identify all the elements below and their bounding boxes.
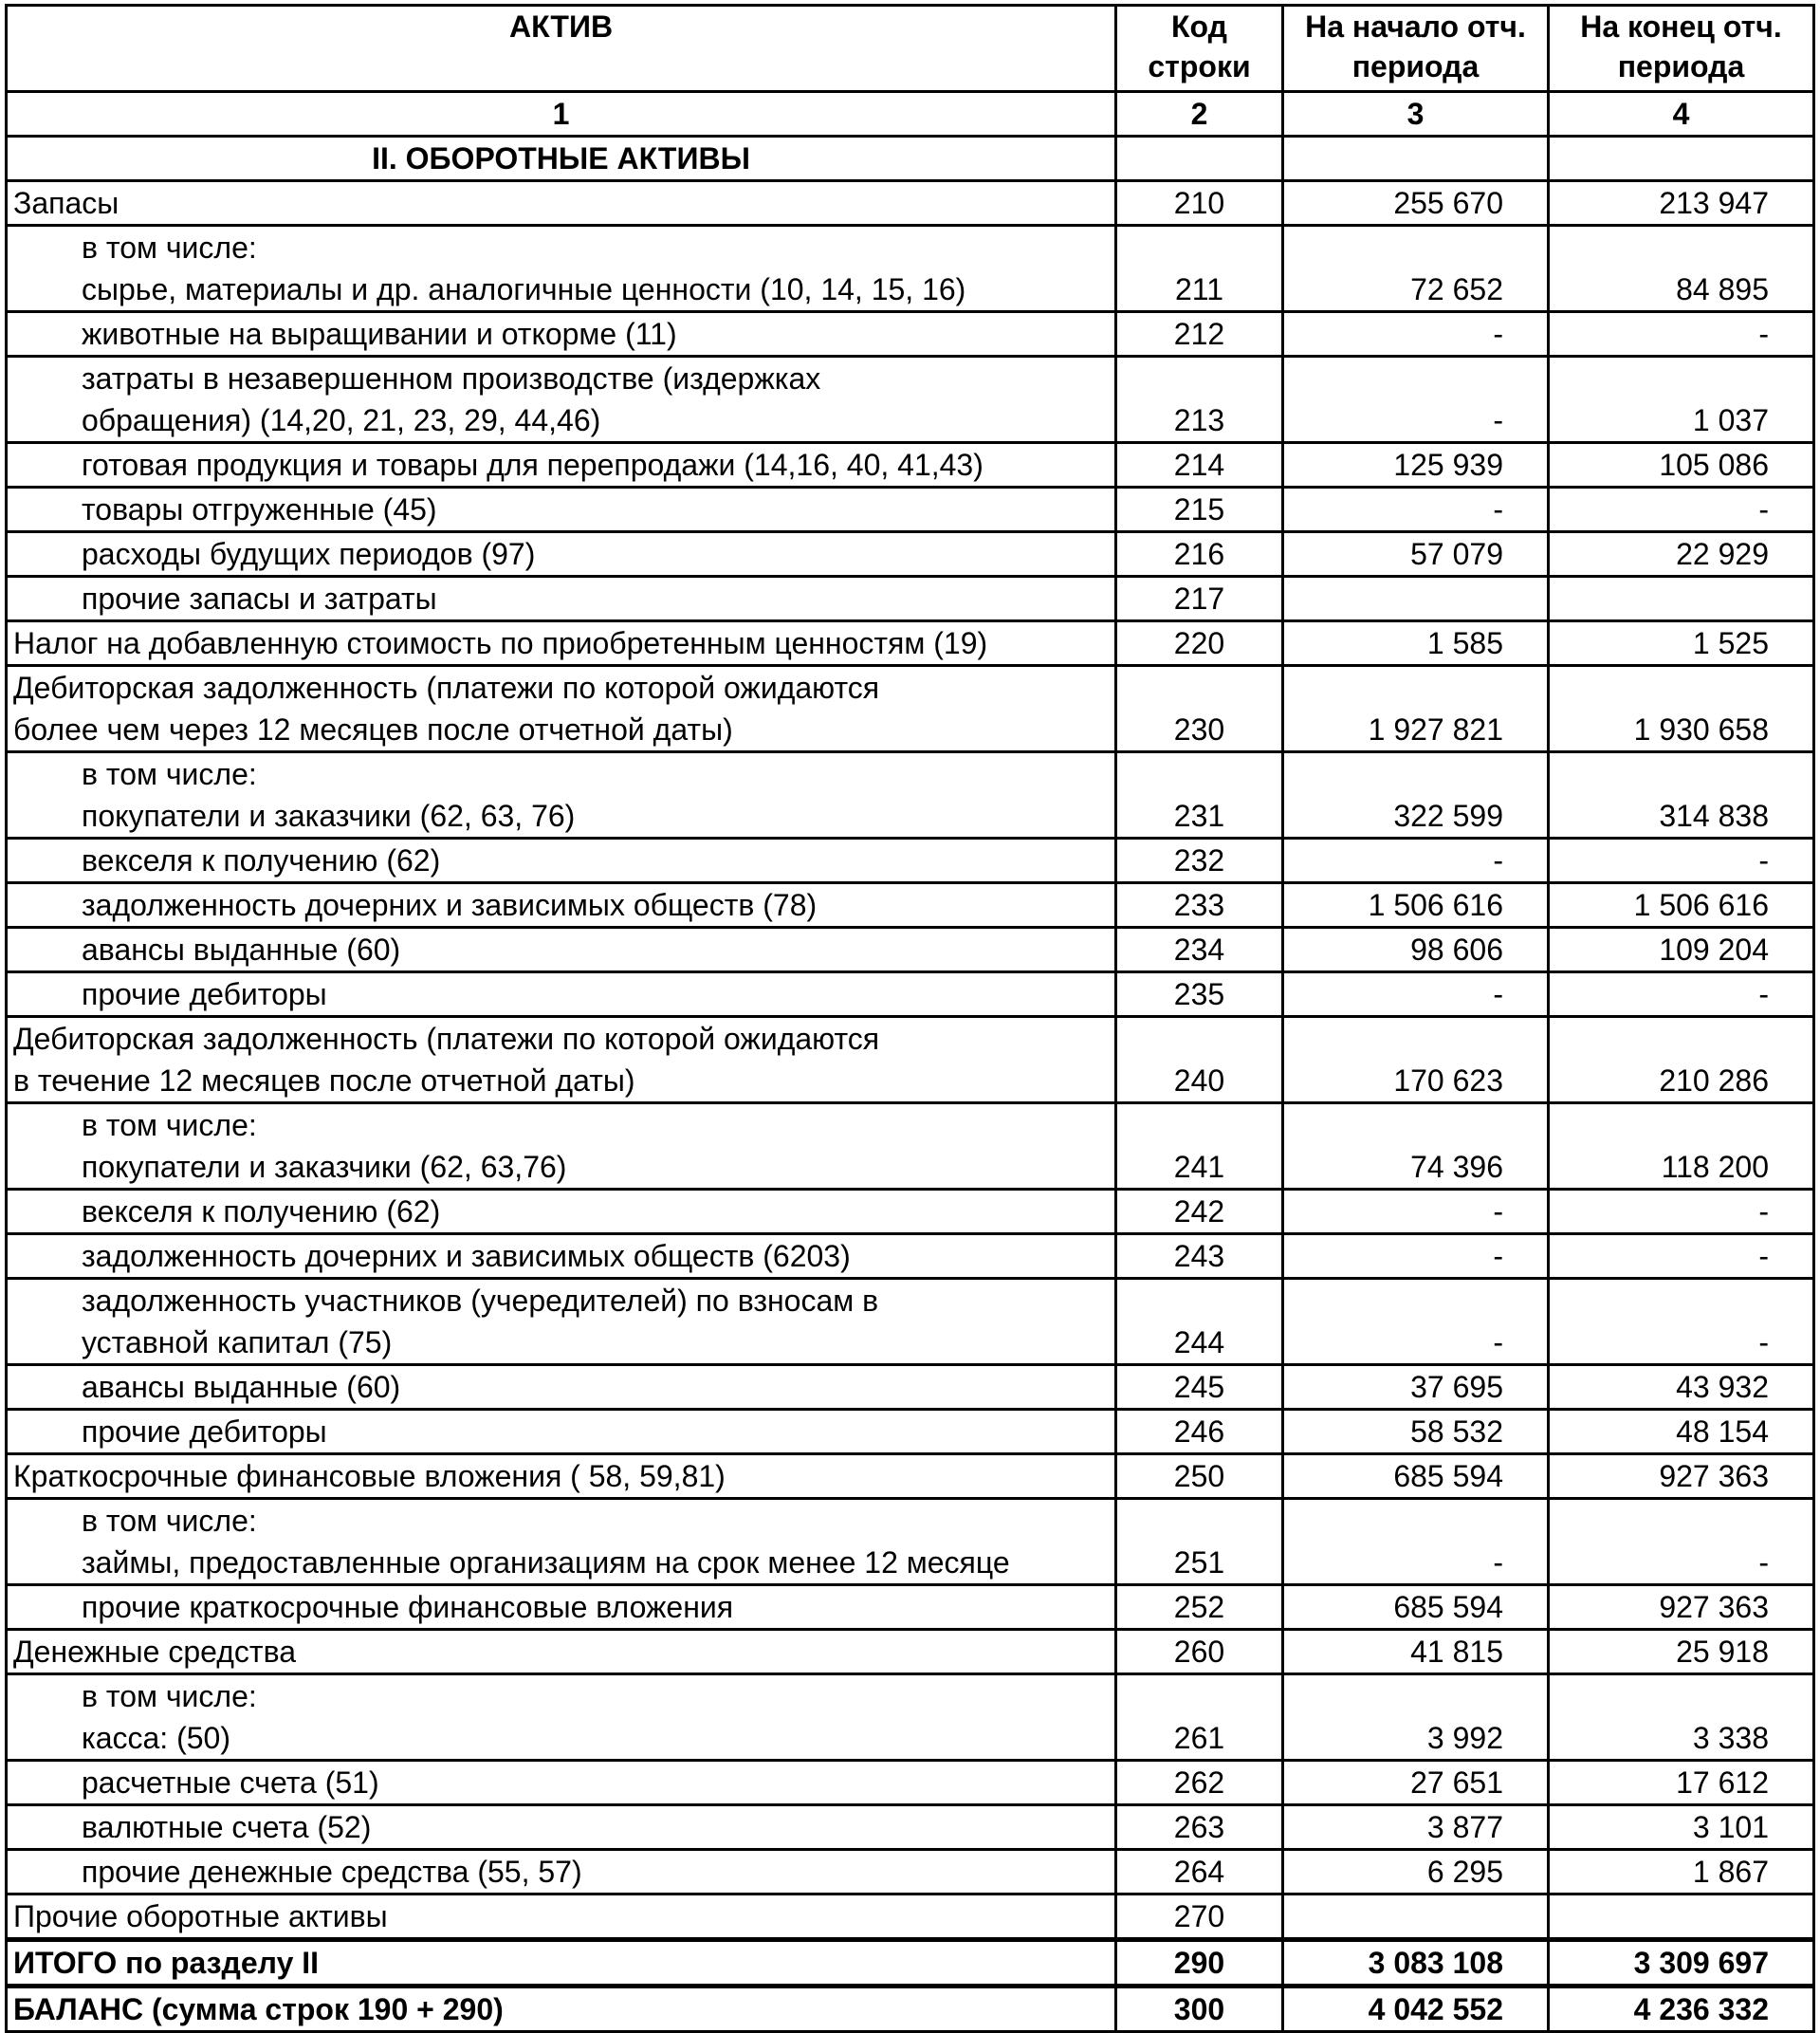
table-row: [7, 1365, 1814, 1410]
balance-sheet-table: [5, 4, 1815, 2033]
row-start-value: -: [1283, 488, 1549, 532]
row-code: 220: [1116, 621, 1283, 666]
row-label-line: Дебиторская задолженность (платежи по которой ожидаются: [13, 671, 880, 705]
row-end-value: 1 525: [1549, 621, 1814, 666]
table-row: [7, 312, 1814, 357]
row-code: 300: [1116, 1987, 1283, 2032]
row-label: [7, 1103, 1116, 1190]
row-label-line: готовая продукция и товары для перепродажи (14,16, 40, 41,43): [82, 448, 984, 482]
row-code: 246: [1116, 1410, 1283, 1454]
row-end-value: 1 506 616: [1549, 883, 1814, 928]
row-label-line: задолженность дочерних и зависимых обществ (6203): [82, 1239, 851, 1273]
row-start-value: -: [1283, 839, 1549, 883]
row-start-value: 74 396: [1283, 1103, 1549, 1190]
row-start-value: 57 079: [1283, 532, 1549, 577]
row-start-value: -: [1283, 357, 1549, 443]
row-code: 212: [1116, 312, 1283, 357]
row-start-value: 37 695: [1283, 1365, 1549, 1410]
row-code: 217: [1116, 577, 1283, 621]
row-label: [7, 1365, 1116, 1410]
row-label: [7, 621, 1116, 666]
row-code: 261: [1116, 1674, 1283, 1761]
row-start-value: 685 594: [1283, 1454, 1549, 1499]
row-start-value: 58 532: [1283, 1410, 1549, 1454]
row-label: [7, 181, 1116, 226]
row-end-value: [1549, 577, 1814, 621]
table-row: [7, 1850, 1814, 1894]
row-end-value: 314 838: [1549, 752, 1814, 839]
row-label-line: векселя к получению (62): [82, 1194, 441, 1229]
row-start-value: [1283, 577, 1549, 621]
row-start-value: 4 042 552: [1283, 1987, 1549, 2032]
row-end-value: 927 363: [1549, 1454, 1814, 1499]
column-number-1: 1: [7, 92, 1116, 137]
row-code: 252: [1116, 1585, 1283, 1630]
table-row: [7, 1499, 1814, 1585]
row-end-value: -: [1549, 1279, 1814, 1365]
row-end-value: 17 612: [1549, 1761, 1814, 1805]
table-row: [7, 1761, 1814, 1805]
row-label-line: покупатели и заказчики (62, 63, 76): [82, 799, 576, 833]
table-row: [7, 839, 1814, 883]
row-start-value: 72 652: [1283, 226, 1549, 312]
row-start-value: 98 606: [1283, 928, 1549, 972]
row-label: [7, 752, 1116, 839]
table-row: [7, 752, 1814, 839]
row-start-value: 6 295: [1283, 1850, 1549, 1894]
row-end-value: [1549, 1894, 1814, 1940]
row-end-value: 927 363: [1549, 1585, 1814, 1630]
row-label-line: расчетные счета (51): [82, 1765, 379, 1800]
row-code: 243: [1116, 1234, 1283, 1279]
table-row: [7, 1190, 1814, 1234]
table-row: [7, 666, 1814, 752]
row-start-value: -: [1283, 1234, 1549, 1279]
row-code: 245: [1116, 1365, 1283, 1410]
table-row: [7, 1630, 1814, 1674]
row-label-line: сырье, материалы и др. аналогичные ценности (10, 14, 15, 16): [82, 272, 966, 306]
row-label: [7, 1894, 1116, 1940]
row-start-value: 3 877: [1283, 1805, 1549, 1850]
row-label-line: валютные счета (52): [82, 1810, 372, 1844]
table-row: [7, 1987, 1814, 2032]
table-row: [7, 1234, 1814, 1279]
table-row: [7, 1279, 1814, 1365]
row-end-value: 25 918: [1549, 1630, 1814, 1674]
row-code: 211: [1116, 226, 1283, 312]
row-start-value: 322 599: [1283, 752, 1549, 839]
row-code: 270: [1116, 1894, 1283, 1940]
row-label-line: обращения) (14,20, 21, 23, 29, 44,46): [82, 403, 601, 437]
row-code: 215: [1116, 488, 1283, 532]
row-label-line: затраты в незавершенном производстве (издержках: [82, 361, 821, 396]
row-code: 232: [1116, 839, 1283, 883]
row-label-line: прочие дебиторы: [82, 1414, 327, 1449]
row-label: [7, 1499, 1116, 1585]
row-label: [7, 1987, 1116, 2032]
table-row: [7, 1017, 1814, 1103]
table-row: [7, 1103, 1814, 1190]
row-end-value: 213 947: [1549, 181, 1814, 226]
row-start-value: 41 815: [1283, 1630, 1549, 1674]
row-code: 241: [1116, 1103, 1283, 1190]
row-label: [7, 1585, 1116, 1630]
table-row: [7, 1454, 1814, 1499]
row-code: 260: [1116, 1630, 1283, 1674]
section-title: II. ОБОРОТНЫЕ АКТИВЫ: [7, 137, 1116, 181]
row-start-value: 255 670: [1283, 181, 1549, 226]
row-label-line: займы, предоставленные организациям на срок менее 12 месяце: [82, 1545, 1010, 1580]
row-end-value: -: [1549, 839, 1814, 883]
table-row: [7, 621, 1814, 666]
row-label-line: касса: (50): [82, 1721, 230, 1755]
column-number-row: [7, 92, 1814, 137]
table-row: [7, 577, 1814, 621]
row-label: [7, 357, 1116, 443]
row-label-line: в течение 12 месяцев после отчетной даты): [13, 1063, 635, 1098]
table-row: [7, 443, 1814, 488]
table-row: [7, 1940, 1814, 1987]
table-row: [7, 226, 1814, 312]
row-code: 264: [1116, 1850, 1283, 1894]
section-end-empty: [1549, 137, 1814, 181]
row-label: [7, 1805, 1116, 1850]
row-end-value: -: [1549, 312, 1814, 357]
column-number-4: 4: [1549, 92, 1814, 137]
row-label: [7, 1761, 1116, 1805]
table-row: [7, 488, 1814, 532]
row-label-line: Краткосрочные финансовые вложения ( 58, 59,81): [13, 1459, 726, 1493]
row-label-line: авансы выданные (60): [82, 1370, 401, 1404]
row-label-line: Денежные средства: [13, 1635, 296, 1669]
row-label-line: Прочие оборотные активы: [13, 1899, 388, 1933]
row-label-line: векселя к получению (62): [82, 843, 441, 878]
row-start-value: 1 506 616: [1283, 883, 1549, 928]
row-end-value: 3 101: [1549, 1805, 1814, 1850]
row-start-value: 125 939: [1283, 443, 1549, 488]
row-code: 234: [1116, 928, 1283, 972]
row-label-line: более чем через 12 месяцев после отчетной даты): [13, 712, 733, 747]
row-label: [7, 312, 1116, 357]
row-label-line: в том числе:: [82, 1108, 257, 1142]
row-start-value: -: [1283, 972, 1549, 1017]
table-row: [7, 1674, 1814, 1761]
row-end-value: -: [1549, 1499, 1814, 1585]
row-code: 242: [1116, 1190, 1283, 1234]
table-row: [7, 928, 1814, 972]
row-code: 244: [1116, 1279, 1283, 1365]
row-end-value: 118 200: [1549, 1103, 1814, 1190]
header-start: На начало отч. периода: [1283, 6, 1549, 92]
row-end-value: 1 867: [1549, 1850, 1814, 1894]
row-label-line: в том числе:: [82, 757, 257, 791]
row-end-value: -: [1549, 1190, 1814, 1234]
header-asset: АКТИВ: [7, 6, 1116, 92]
row-label-line: Запасы: [13, 186, 119, 220]
table-row: [7, 532, 1814, 577]
row-label-line: расходы будущих периодов (97): [82, 537, 536, 571]
row-label: [7, 1674, 1116, 1761]
row-label: [7, 488, 1116, 532]
row-end-value: -: [1549, 972, 1814, 1017]
row-label: [7, 1454, 1116, 1499]
row-start-value: 3 083 108: [1283, 1940, 1549, 1987]
row-start-value: 685 594: [1283, 1585, 1549, 1630]
row-label-line: задолженность участников (учередителей) по взносам в: [82, 1284, 879, 1318]
row-label-line: прочие запасы и затраты: [82, 582, 437, 616]
row-label-line: ИТОГО по разделу II: [13, 1946, 320, 1980]
row-code: 231: [1116, 752, 1283, 839]
row-code: 250: [1116, 1454, 1283, 1499]
row-end-value: 109 204: [1549, 928, 1814, 972]
row-label-line: уставной капитал (75): [82, 1325, 393, 1359]
row-end-value: -: [1549, 488, 1814, 532]
row-end-value: 22 929: [1549, 532, 1814, 577]
row-end-value: 1 037: [1549, 357, 1814, 443]
row-end-value: 3 309 697: [1549, 1940, 1814, 1987]
row-end-value: -: [1549, 1234, 1814, 1279]
row-label: [7, 1850, 1116, 1894]
table-row: [7, 181, 1814, 226]
row-label-line: товары отгруженные (45): [82, 492, 437, 527]
row-code: 216: [1116, 532, 1283, 577]
row-code: 210: [1116, 181, 1283, 226]
row-label: [7, 226, 1116, 312]
row-label: [7, 928, 1116, 972]
row-code: 214: [1116, 443, 1283, 488]
row-label: [7, 443, 1116, 488]
row-end-value: 210 286: [1549, 1017, 1814, 1103]
row-start-value: -: [1283, 1279, 1549, 1365]
row-end-value: 43 932: [1549, 1365, 1814, 1410]
row-start-value: 1 927 821: [1283, 666, 1549, 752]
table-row: [7, 1805, 1814, 1850]
row-label: [7, 1234, 1116, 1279]
column-number-3: 3: [1283, 92, 1549, 137]
row-code: 262: [1116, 1761, 1283, 1805]
row-label: [7, 972, 1116, 1017]
row-label-line: животные на выращивании и откорме (11): [82, 317, 677, 351]
row-code: 290: [1116, 1940, 1283, 1987]
row-label: [7, 1190, 1116, 1234]
row-label-line: покупатели и заказчики (62, 63,76): [82, 1150, 567, 1184]
row-label-line: прочие дебиторы: [82, 977, 327, 1011]
row-code: 240: [1116, 1017, 1283, 1103]
section-row: [7, 137, 1814, 181]
row-label: [7, 577, 1116, 621]
row-start-value: 3 992: [1283, 1674, 1549, 1761]
column-number-2: 2: [1116, 92, 1283, 137]
row-label-line: в том числе:: [82, 1679, 257, 1713]
row-code: 251: [1116, 1499, 1283, 1585]
row-label: [7, 1410, 1116, 1454]
row-code: 235: [1116, 972, 1283, 1017]
row-label-line: авансы выданные (60): [82, 933, 401, 967]
header-end: На конец отч. периода: [1549, 6, 1814, 92]
table-row: [7, 883, 1814, 928]
row-label-line: прочие краткосрочные финансовые вложения: [82, 1590, 734, 1624]
row-code: 213: [1116, 357, 1283, 443]
row-start-value: -: [1283, 312, 1549, 357]
row-label-line: БАЛАНС (сумма строк 190 + 290): [13, 1992, 504, 2026]
row-code: 230: [1116, 666, 1283, 752]
row-start-value: -: [1283, 1499, 1549, 1585]
row-end-value: 1 930 658: [1549, 666, 1814, 752]
row-code: 233: [1116, 883, 1283, 928]
header-code: Код строки: [1116, 6, 1283, 92]
row-end-value: 48 154: [1549, 1410, 1814, 1454]
row-start-value: -: [1283, 1190, 1549, 1234]
row-end-value: 105 086: [1549, 443, 1814, 488]
row-label: [7, 666, 1116, 752]
row-end-value: 4 236 332: [1549, 1987, 1814, 2032]
header-row: [7, 6, 1814, 92]
table-row: [7, 1410, 1814, 1454]
section-start-empty: [1283, 137, 1549, 181]
row-label-line: Дебиторская задолженность (платежи по которой ожидаются: [13, 1022, 880, 1056]
row-label: [7, 883, 1116, 928]
row-label-line: задолженность дочерних и зависимых обществ (78): [82, 888, 818, 922]
table-row: [7, 972, 1814, 1017]
table-row: [7, 1585, 1814, 1630]
row-start-value: 170 623: [1283, 1017, 1549, 1103]
row-label-line: в том числе:: [82, 231, 257, 265]
table-row: [7, 1894, 1814, 1940]
row-label-line: в том числе:: [82, 1504, 257, 1538]
row-end-value: 3 338: [1549, 1674, 1814, 1761]
row-start-value: [1283, 1894, 1549, 1940]
row-label: [7, 1017, 1116, 1103]
row-label-line: прочие денежные средства (55, 57): [82, 1855, 582, 1889]
row-label: [7, 532, 1116, 577]
row-label: [7, 1940, 1116, 1987]
section-code-empty: [1116, 137, 1283, 181]
table-row: [7, 357, 1814, 443]
row-end-value: 84 895: [1549, 226, 1814, 312]
row-label: [7, 1279, 1116, 1365]
row-label-line: Налог на добавленную стоимость по приобретенным ценностям (19): [13, 626, 988, 660]
row-label: [7, 839, 1116, 883]
row-start-value: 27 651: [1283, 1761, 1549, 1805]
row-code: 263: [1116, 1805, 1283, 1850]
row-start-value: 1 585: [1283, 621, 1549, 666]
row-label: [7, 1630, 1116, 1674]
